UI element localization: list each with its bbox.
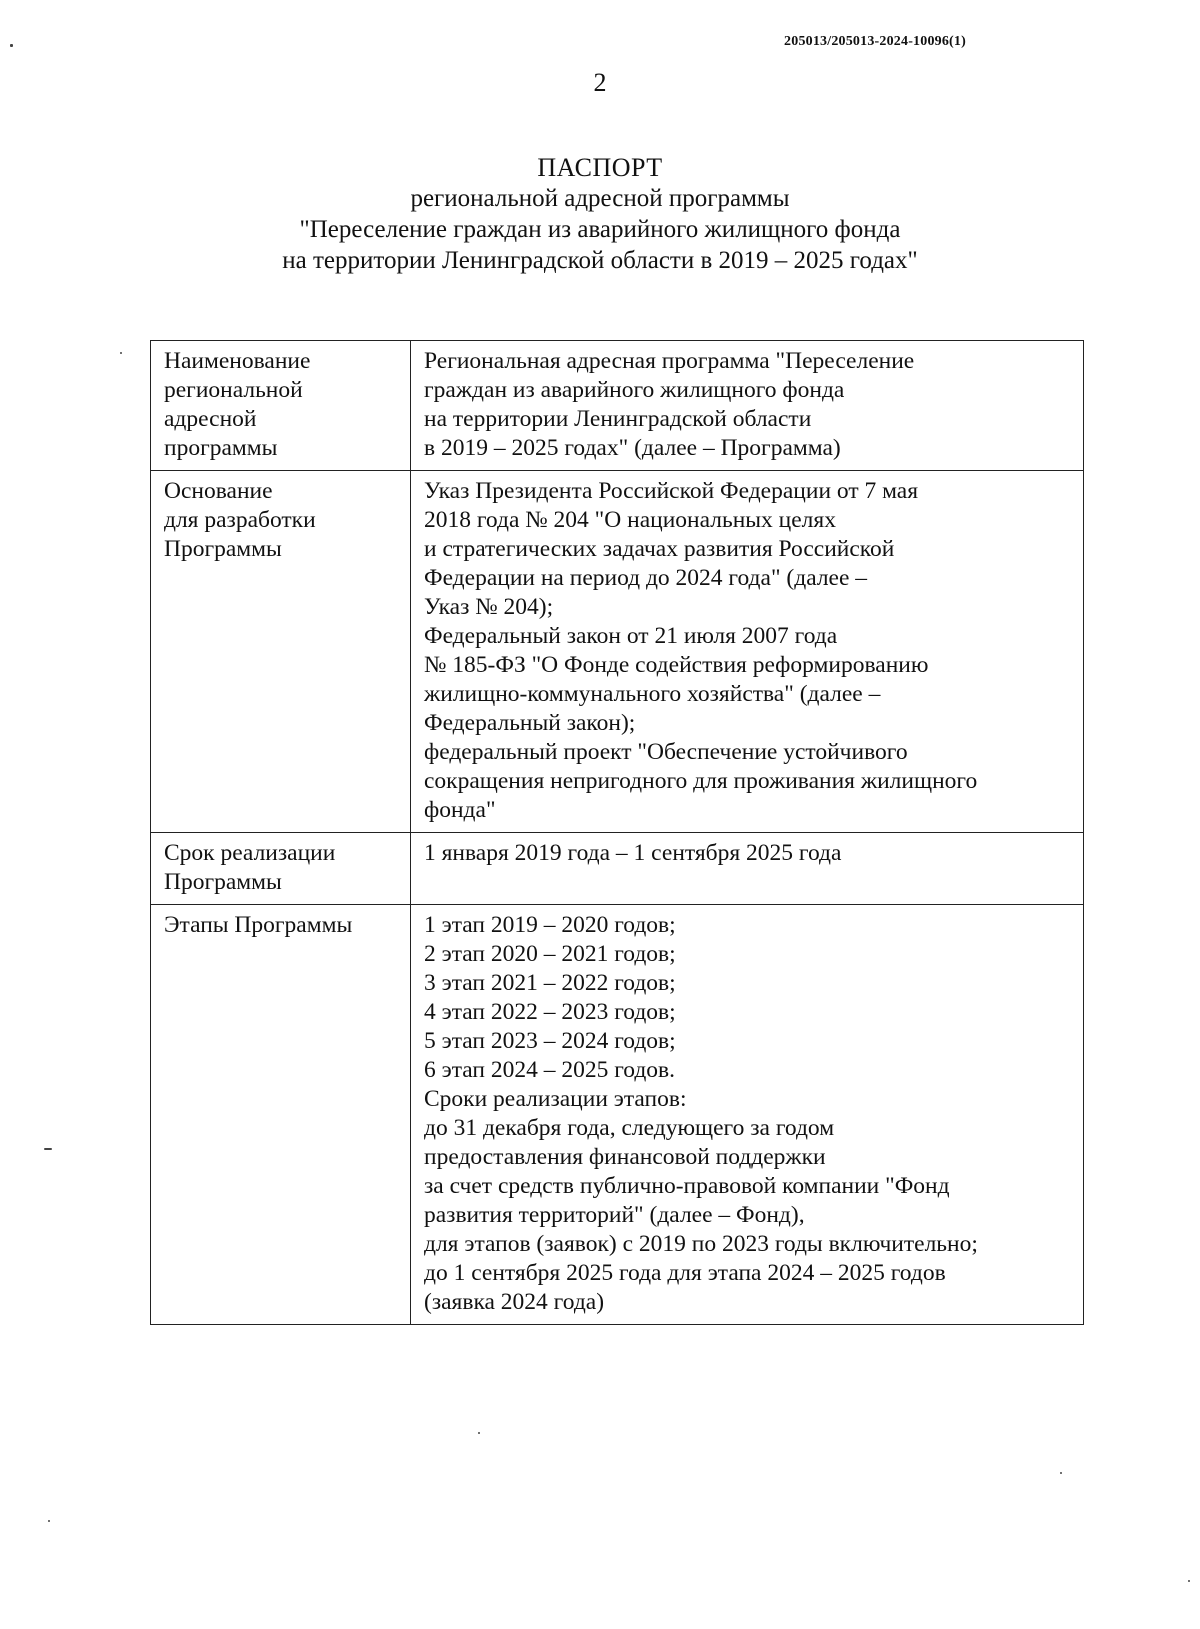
row-value-line: на территории Ленинградской области (424, 406, 812, 432)
row-value-line: предоставления финансовой поддержки (424, 1144, 826, 1170)
page-title: ПАСПОРТ (537, 153, 663, 182)
row-value-line: Указ Президента Российской Федерации от 7 мая (424, 478, 919, 504)
table-row-term (151, 833, 1084, 905)
row-value-line: Федеральный закон); (424, 710, 636, 736)
row-label-line: для разработки (164, 507, 316, 533)
row-value-line: до 1 сентября 2025 года для этапа 2024 – 2025 годов (424, 1260, 946, 1286)
row-label-line: адресной (164, 406, 257, 432)
row-label-line: Этапы Программы (164, 912, 353, 938)
row-value-line: в 2019 – 2025 годах" (далее – Программа) (424, 435, 841, 461)
subtitle-line-3: на территории Ленинградской области в 2019 – 2025 годах" (282, 247, 918, 274)
row-value-line: 5 этап 2023 – 2024 годов; (424, 1028, 676, 1054)
row-value-cell (411, 833, 1084, 905)
row-label-line: Наименование (164, 348, 311, 374)
row-value-line: 1 этап 2019 – 2020 годов; (424, 912, 676, 938)
row-value-line: развития территорий" (далее – Фонд), (424, 1202, 805, 1228)
scan-speck (10, 44, 13, 47)
row-value-line: Указ № 204); (424, 594, 554, 620)
table-row-program-name (151, 341, 1084, 471)
subtitle-line-2: "Переселение граждан из аварийного жилищного фонда (299, 216, 901, 243)
row-value-line: за счет средств публично-правовой компании "Фонд (424, 1173, 950, 1199)
row-label-line: Программы (164, 869, 282, 895)
row-value-line: для этапов (заявок) с 2019 по 2023 годы включительно; (424, 1231, 978, 1257)
row-label-cell (151, 905, 411, 1325)
row-value-line: Федерации на период до 2024 года" (далее – (424, 565, 868, 591)
row-value-line: № 185-ФЗ "О Фонде содействия реформированию (424, 652, 929, 678)
row-value-line: до 31 декабря года, следующего за годом (424, 1115, 835, 1141)
row-value-line: сокращения непригодного для проживания жилищного (424, 768, 978, 794)
row-value-cell (411, 905, 1084, 1325)
document-id: 205013/205013-2024-10096(1) (784, 34, 966, 49)
row-label-line: Программы (164, 536, 282, 562)
row-value-line: и стратегических задачах развития Российской (424, 536, 895, 562)
row-value-cell (411, 341, 1084, 471)
table-row-stages (151, 905, 1084, 1325)
passport-table (150, 340, 1084, 1325)
row-value-line: 2018 года № 204 "О национальных целях (424, 507, 836, 533)
scan-speck (1060, 1472, 1062, 1474)
row-value-line: граждан из аварийного жилищного фонда (424, 377, 845, 403)
row-label-line: региональной (164, 377, 303, 403)
row-value-line: 4 этап 2022 – 2023 годов; (424, 999, 676, 1025)
scan-speck (1188, 1580, 1190, 1582)
scan-speck (120, 352, 122, 354)
row-value-line: 1 января 2019 года – 1 сентября 2025 года (424, 840, 842, 866)
row-label-cell (151, 341, 411, 471)
row-value-line: Федеральный закон от 21 июля 2007 года (424, 623, 838, 649)
row-label-line: программы (164, 435, 278, 461)
page-number: 2 (593, 68, 607, 97)
row-value-line: федеральный проект "Обеспечение устойчивого (424, 739, 908, 765)
row-value-line: 3 этап 2021 – 2022 годов; (424, 970, 676, 996)
scan-speck (478, 1432, 480, 1434)
scan-speck (48, 1520, 50, 1522)
row-value-line: Региональная адресная программа "Переселение (424, 348, 915, 374)
row-label-line: Срок реализации (164, 840, 336, 866)
row-value-cell (411, 471, 1084, 833)
table-row-basis (151, 471, 1084, 833)
row-label-cell (151, 833, 411, 905)
row-label-cell (151, 471, 411, 833)
row-value-line: 6 этап 2024 – 2025 годов. (424, 1057, 676, 1083)
scan-speck (44, 1148, 52, 1150)
title-block (0, 152, 1200, 276)
row-value-line: (заявка 2024 года) (424, 1289, 605, 1315)
row-label-line: Основание (164, 478, 273, 504)
subtitle-line-1: региональной адресной программы (410, 185, 790, 212)
row-value-line: 2 этап 2020 – 2021 годов; (424, 941, 676, 967)
row-value-line: Сроки реализации этапов: (424, 1086, 687, 1112)
row-value-line: жилищно-коммунального хозяйства" (далее – (424, 681, 881, 707)
row-value-line: фонда" (424, 797, 496, 823)
